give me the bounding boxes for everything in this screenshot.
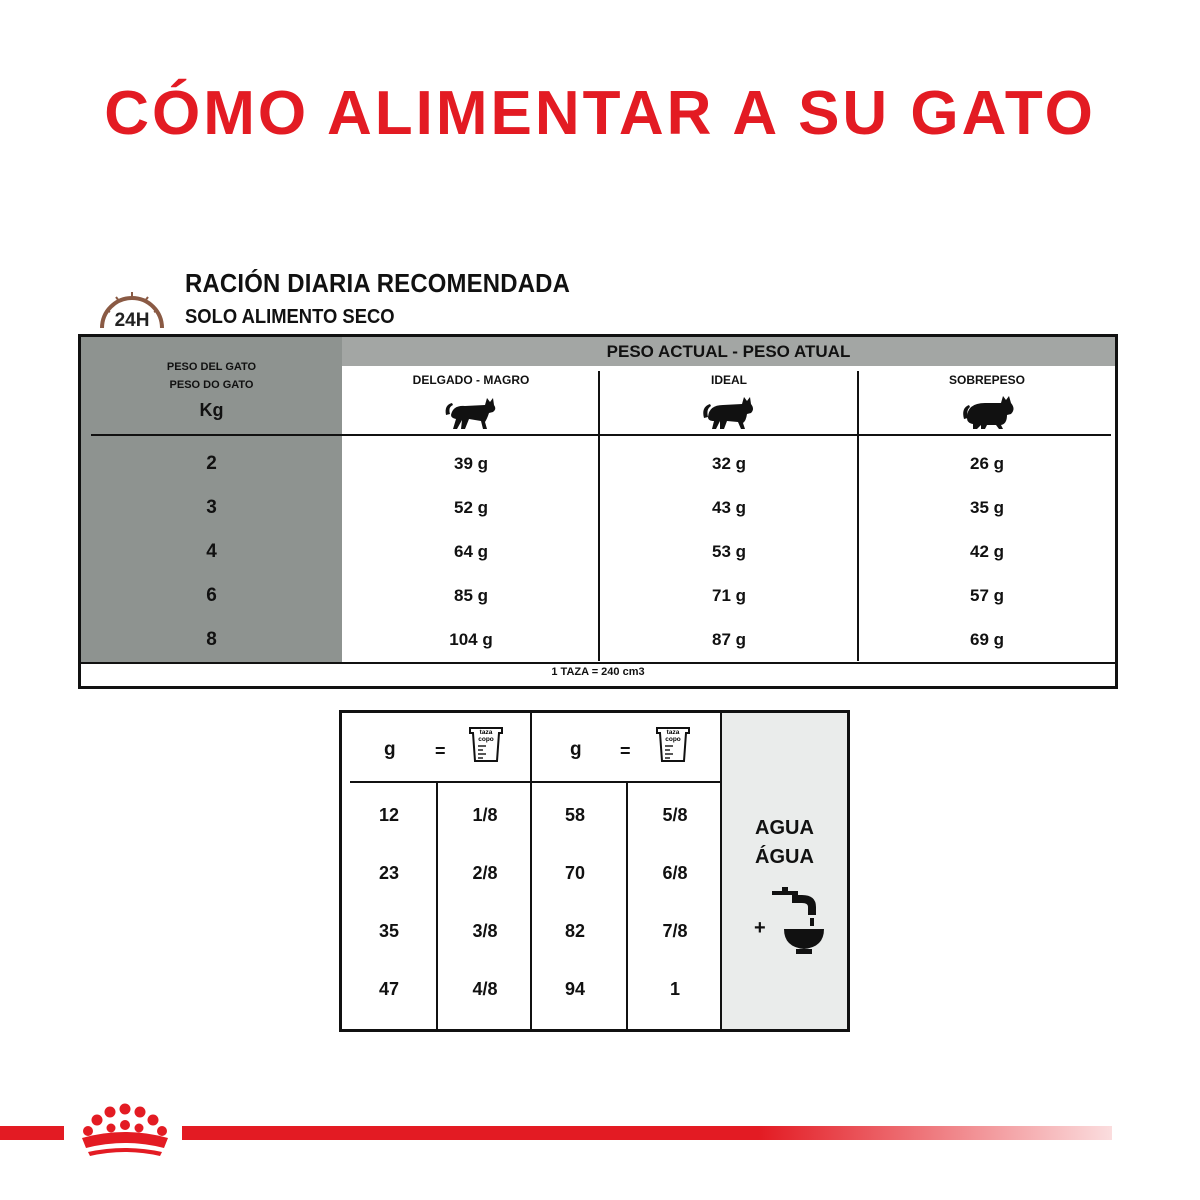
- grams-cell: 82: [564, 921, 586, 941]
- grams-cell: 58: [564, 805, 586, 825]
- grams-header: g: [570, 739, 582, 760]
- grams-cell: 70: [564, 863, 586, 883]
- ration-cell: 32 g: [711, 454, 747, 473]
- conversion-table: [339, 710, 850, 1032]
- weight-cell: 2: [206, 453, 217, 474]
- footer-divider: [81, 662, 1115, 664]
- cup-text: taza: [666, 729, 680, 736]
- grams-cell: 94: [564, 979, 586, 999]
- grams-cell: 12: [378, 805, 400, 825]
- ration-cell: 43 g: [711, 498, 747, 517]
- cups-cell: 3/8: [472, 921, 498, 941]
- grams-cell: 47: [378, 979, 400, 999]
- ration-cell: 104 g: [449, 630, 493, 649]
- page-title: CÓMO ALIMENTAR A SU GATO: [104, 79, 1096, 148]
- cups-cell: 6/8: [662, 863, 688, 883]
- ration-cell: 64 g: [453, 542, 489, 561]
- header-divider: [350, 781, 720, 783]
- ration-cell: 85 g: [453, 586, 489, 605]
- ration-cell: 87 g: [711, 630, 747, 649]
- section-subtitle: SOLO ALIMENTO SECO: [185, 306, 395, 328]
- cup-volume-note: 1 TAZA = 240 cm3: [551, 666, 645, 678]
- ration-table: [78, 334, 1118, 689]
- column-header-thin: DELGADO - MAGRO: [412, 373, 530, 387]
- cup-text: copo: [478, 736, 494, 743]
- ration-cell: 35 g: [969, 498, 1005, 517]
- grams-cell: 23: [378, 863, 400, 883]
- ration-cell: 39 g: [453, 454, 489, 473]
- cup-text: taza: [479, 729, 493, 736]
- cups-cell: 2/8: [472, 863, 498, 883]
- grams-cell: 35: [378, 921, 400, 941]
- ration-cell: 52 g: [453, 498, 489, 517]
- cups-cell: 4/8: [472, 979, 498, 999]
- cup-text: copo: [665, 736, 681, 743]
- weight-cell: 8: [206, 629, 217, 650]
- ration-cell: 57 g: [969, 586, 1005, 605]
- water-label-pt: ÁGUA: [755, 846, 814, 868]
- weight-header-unit: Kg: [199, 400, 224, 420]
- weight-header-line-2: PESO DO GATO: [169, 379, 254, 391]
- ration-cell: 26 g: [969, 454, 1005, 473]
- cups-cell: 7/8: [662, 921, 688, 941]
- plus-sign: +: [754, 917, 766, 939]
- section-title: RACIÓN DIARIA RECOMENDADA: [185, 268, 571, 298]
- column-header-ideal: IDEAL: [711, 373, 747, 387]
- column-header-overweight: SOBREPESO: [948, 373, 1026, 387]
- water-tap-bowl-icon: [768, 885, 826, 957]
- cups-cell: 5/8: [662, 805, 688, 825]
- cups-cell: 1/8: [472, 805, 498, 825]
- ration-cell: 71 g: [711, 586, 747, 605]
- weight-cell: 6: [206, 585, 217, 606]
- ideal-cat-icon: [701, 391, 757, 431]
- overweight-cat-icon: [961, 391, 1017, 431]
- ration-cell: 42 g: [969, 542, 1005, 561]
- measuring-cup-icon: [655, 725, 691, 763]
- brand-bar: [182, 1126, 1112, 1140]
- brand-bar: [0, 1126, 64, 1140]
- grams-header: g: [384, 739, 396, 760]
- group-header: PESO ACTUAL - PESO ATUAL: [342, 337, 1115, 366]
- weight-cell: 3: [206, 497, 217, 518]
- weight-header-line-1: PESO DEL GATO: [166, 361, 257, 373]
- measuring-cup-icon: [468, 725, 504, 763]
- thin-cat-icon: [443, 391, 499, 431]
- water-label-es: AGUA: [755, 817, 814, 839]
- equals-sign: =: [435, 741, 446, 761]
- water-column-background: [722, 713, 847, 1029]
- clock-label: 24H: [114, 310, 150, 331]
- crown-logo-icon: [70, 1100, 180, 1160]
- ration-cell: 53 g: [711, 542, 747, 561]
- ration-cell: 69 g: [969, 630, 1005, 649]
- cups-cell: 1: [669, 979, 680, 999]
- equals-sign: =: [620, 741, 631, 761]
- weight-cell: 4: [206, 541, 217, 562]
- header-divider: [91, 434, 1111, 436]
